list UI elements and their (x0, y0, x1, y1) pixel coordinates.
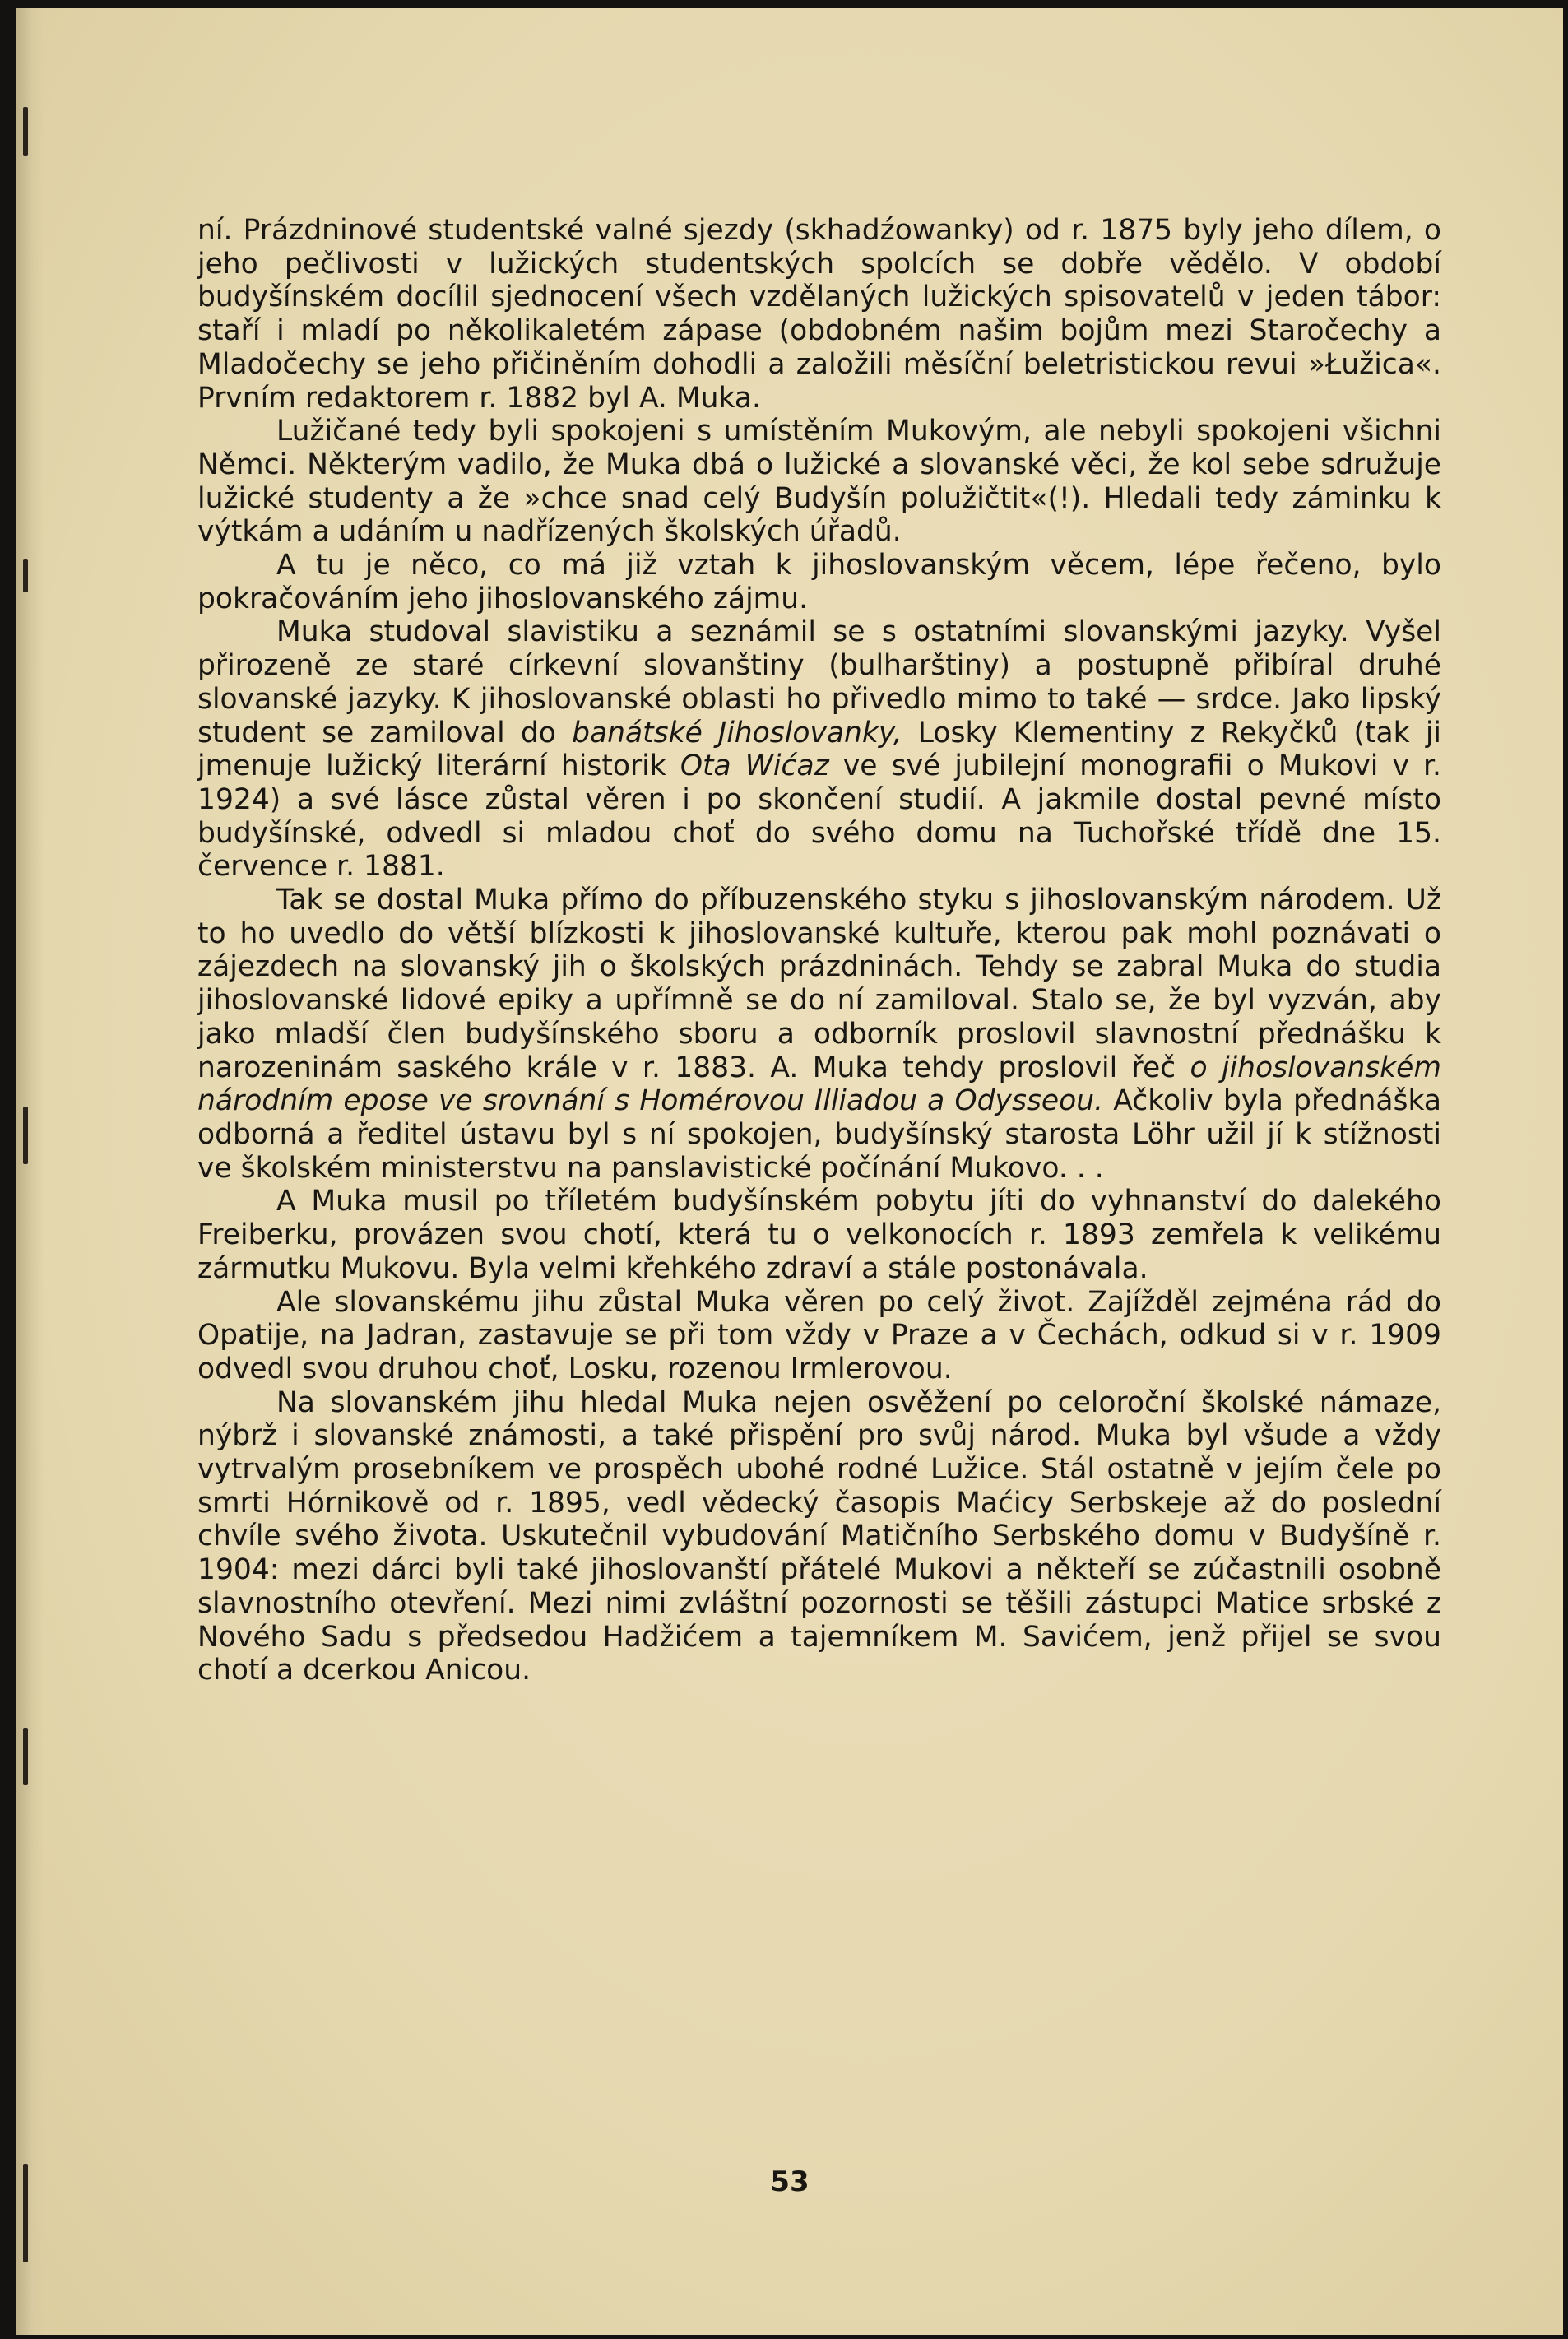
text-run: Ačkoliv byla přednáška odborná a ředitel ústavu byl s ní spokojen, budyšínský starosta Löhr užil jí k stížnosti ve školském ministerstvu na panslavistické počínání Mukovo. . . (197, 1084, 1441, 1185)
page-number: 53 (770, 2165, 810, 2198)
binding-stitch (23, 559, 28, 592)
text-run: ve své jubilejní monografii o Mukovi v r. 1924) a své lásce zůstal věren i po skončení studií. A jakmile dostal pevné místo budyšínské, odvedl si mladou choť do svého domu na Tuchořské třídě dne 15. července r. 1881. (197, 750, 1441, 884)
text-run: A tu je něco, co má již vztah k jihoslovanským věcem, lépe řečeno, bylo pokračováním jeho jihoslovanského zájmu. (197, 549, 1441, 615)
text-run: Ale slovanskému jihu zůstal Muka věren po celý život. Zajížděl zejména rád do Opatije, na Jadran, zastavuje se při tom vždy v Praze a v Čechách, odkud si v r. 1909 odvedl svou druhou choť, Losku, rozenou Irmlerovou. (197, 1285, 1441, 1385)
text-run: Na slovanském jihu hledal Muka nejen osvěžení po celoroční školské námaze, nýbrž i slovanské známosti, a také přispění pro svůj národ. Muka byl všude a vždy vytrvalým prosebníkem ve prospěch ubohé rodné Lužice. Stál ostatně v jejím čele po smrti Hórnikově od r. 1895, vedl vědecký časopis Maćicy Serbskeje až do poslední chvíle svého života. Uskutečnil vybudování Matičního Serbského domu v Budyšíně r. 1904: mezi dárci byli také jihoslovanští přátelé Mukovi a někteří se zúčastnili osobně slavnostního otevření. Mezi nimi zvláštní pozornosti se těšili zástupci Matice srbské z Nového Sadu s předsedou Hadžićem a tajemníkem M. Savićem, jenž přijel se svou chotí a dcerkou Anicou. (197, 1385, 1441, 1687)
binding-stitch (23, 107, 28, 156)
page-binding-edge (16, 8, 44, 2335)
paragraph (197, 214, 1441, 415)
text-run: Muka studoval slavistiku a seznámil se s ostatními slovanskými jazyky. Vyšel přirozeně ze staré církevní slovanštiny (bulharštiny) a postupně přibíral druhé slovanské jazyky. K jihoslovanské oblasti ho přivedlo mimo to také — srdce. Jako lipský student se zamiloval do (197, 615, 1441, 750)
binding-stitch (23, 1728, 28, 1785)
text-run: Lužičané tedy byli spokojeni s umístěním Mukovým, ale nebyli spokojeni všichni Němci. Některým vadilo, že Muka dbá o lužické a slovanské věci, že kol sebe sdružuje lužické studenty a že »chce snad celý Budyšín polužičtit«(!). Hledali tedy záminku k výtkám a udáním u nadřízených školských úřadů. (197, 415, 1441, 549)
italic-text: banátské Jihoslovanky, (572, 716, 902, 750)
paragraph (197, 415, 1441, 549)
italic-text: Ota Wićaz (680, 750, 829, 783)
body-text (197, 214, 1441, 1687)
text-run: Losky Klementiny z Rekyčků (tak ji jmenuje lužický literární historik (197, 716, 1441, 783)
paragraph (197, 615, 1441, 884)
paragraph (197, 1286, 1441, 1386)
paragraph (197, 1386, 1441, 1687)
paragraph (197, 549, 1441, 615)
italic-text: o jihoslovanském národním epose ve srovnání s Homérovou Illiadou a Odysseou. (197, 1051, 1441, 1118)
text-run: Tak se dostal Muka přímo do příbuzenského styku s jihoslovanským národem. Už to ho uvedlo do větší blízkosti k jihoslovanské kultuře, kterou pak mohl poznávati o zájezdech na slovanský jih o školských prázdninách. Tehdy se zabral Muka do studia jihoslovanské lidové epiky a upřímně se do ní zamiloval. Stalo se, že byl vyzván, aby jako mladší člen budyšínského sboru a odborník proslovil slavnostní přednášku k narozeninám saského krále v r. 1883. A. Muka tehdy proslovil řeč (197, 884, 1441, 1084)
paragraph (197, 1185, 1441, 1285)
text-run: A Muka musil po tříletém budyšínském pobytu jíti do vyhnanství do dalekého Freiberku, provázen svou chotí, která tu o velkonocích r. 1893 zemřela k velikému zármutku Mukovu. Byla velmi křehkého zdraví a stále postonávala. (197, 1185, 1441, 1285)
binding-stitch (23, 1107, 28, 1164)
text-run: ní. Prázdninové studentské valné sjezdy (skhadźowanky) od r. 1875 byly jeho dílem, o jeho pečlivosti v lužických studentských spolcích se dobře vědělo. V období budyšínském docílil sjednocení všech vzdělaných lužických spisovatelů v jeden tábor: staří i mladí po několikaletém zápase (obdobném našim bojům mezi Staročechy a Mladočechy se jeho přičiněním dohodli a založili měsíční beletristickou revui »Łužica«. Prvním redaktorem r. 1882 byl A. Muka. (197, 214, 1441, 415)
paragraph (197, 884, 1441, 1185)
book-page (16, 8, 1563, 2335)
